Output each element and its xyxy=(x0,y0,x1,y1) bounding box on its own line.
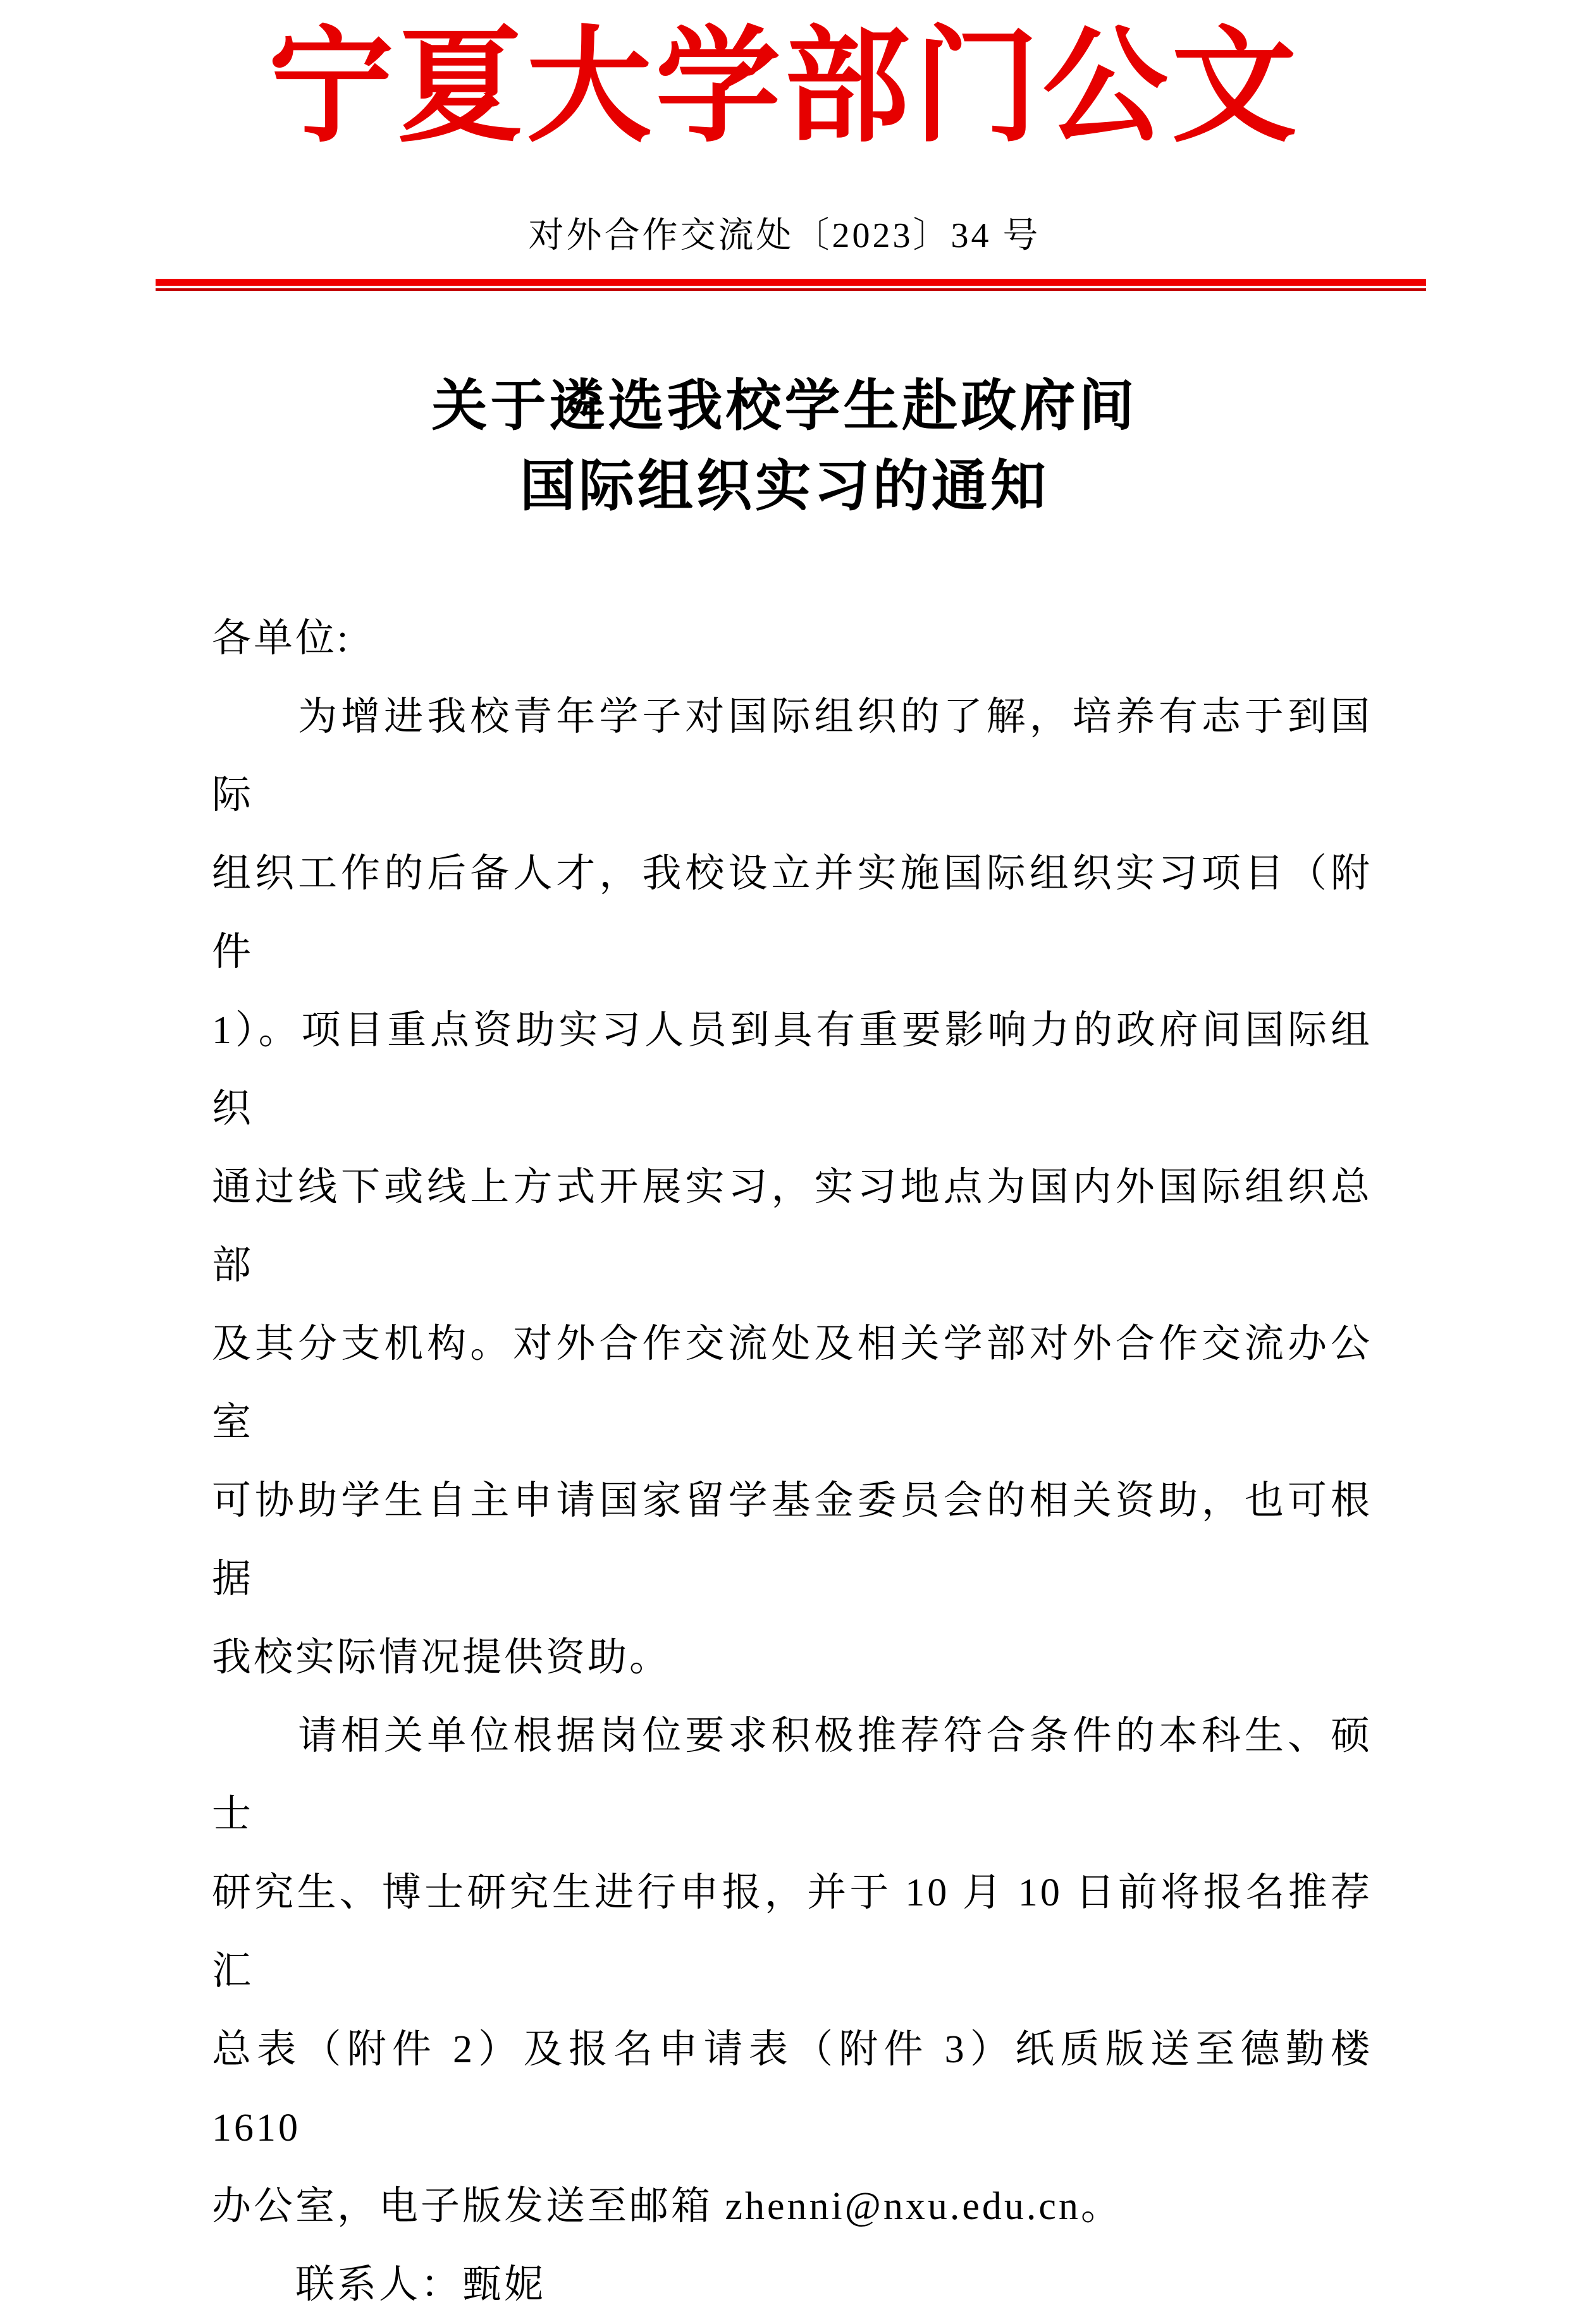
body-line: 组织工作的后备人才，我校设立并实施国际组织实习项目（附件 xyxy=(212,852,1372,974)
body-line: 可协助学生自主申请国家留学基金委员会的相关资助，也可根据 xyxy=(212,1479,1372,1601)
body-line: 为增进我校青年学子对国际组织的了解，培养有志于到国际 xyxy=(212,695,1372,817)
notice-title-line1: 关于遴选我校学生赴政府间 xyxy=(431,376,1138,438)
body-line: 及其分支机构。对外合作交流处及相关学部对外合作交流办公室 xyxy=(212,1323,1372,1445)
notice-title xyxy=(0,367,1569,527)
body-line: 通过线下或线上方式开展实习，实习地点为国内外国际组织总部 xyxy=(212,1166,1372,1288)
body-line-contact: 联系人：甄妮 xyxy=(212,2263,546,2307)
body-line-email: 办公室，电子版发送至邮箱 zhenni@nxu.edu.cn。 xyxy=(212,2185,1123,2229)
document-number: 对外合作交流处〔2023〕34 号 xyxy=(528,216,1041,255)
body-line: 研究生、博士研究生进行申报，并于 10 月 10 日前将报名推荐汇 xyxy=(212,1871,1372,1993)
body-line: 1）。项目重点资助实习人员到具有重要影响力的政府间国际组织 xyxy=(212,1009,1372,1131)
red-divider-thick-line xyxy=(156,279,1426,286)
body-line: 我校实际情况提供资助。 xyxy=(212,1636,672,1680)
body-line: 总表（附件 2）及报名申请表（附件 3）纸质版送至德勤楼 1610 xyxy=(212,2028,1385,2150)
document-header-title: 宁夏大学部门公文 xyxy=(268,18,1301,157)
red-divider-thin-line xyxy=(156,288,1426,291)
notice-title-line2: 国际组织实习的通知 xyxy=(519,456,1049,518)
red-divider xyxy=(156,279,1426,291)
official-document-page xyxy=(0,18,1569,2307)
document-body xyxy=(0,599,1569,2324)
body-line-salutation: 各单位: xyxy=(212,617,351,661)
body-line: 请相关单位根据岗位要求积极推荐符合条件的本科生、硕士 xyxy=(212,1715,1372,1837)
